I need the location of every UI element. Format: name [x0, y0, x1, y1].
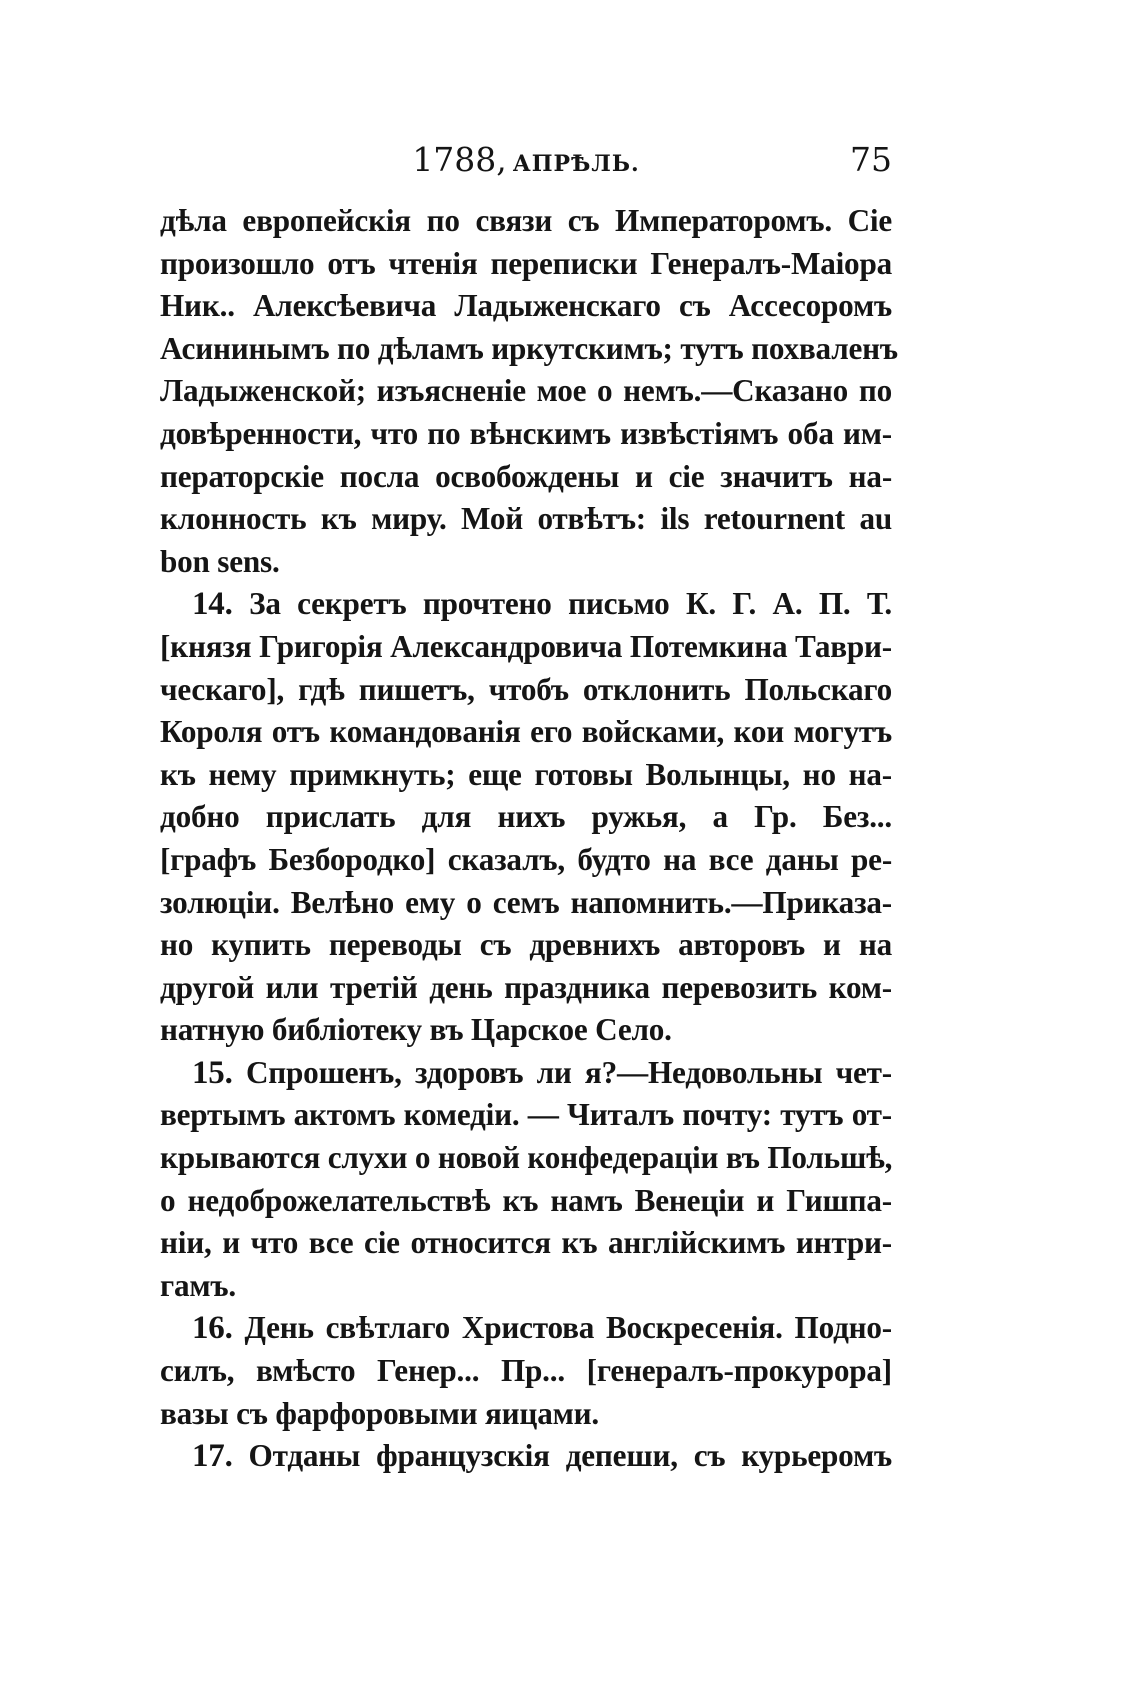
text-line [160, 669, 892, 712]
text-line [160, 1435, 892, 1478]
text-line [160, 1052, 892, 1095]
entry-date-number: 14. [192, 586, 233, 623]
text-line [160, 1350, 892, 1393]
line-text: силъ, вмѣсто Генер... Пр... [генералъ-прокурора] [160, 1353, 892, 1389]
book-page [160, 140, 898, 1478]
line-text: Спрошенъ, здоровъ ли я?—Недовольны чет- [245, 1054, 892, 1090]
text-line [160, 1307, 892, 1350]
text-line [160, 1094, 892, 1137]
text-line [160, 285, 892, 328]
line-text: но купить переводы съ древнихъ авторовъ и на [160, 927, 892, 963]
line-text: дѣла европейскія по связи съ Императоромъ. Сіе [160, 203, 892, 238]
line-text: натную библіотеку въ Царское Село. [160, 1012, 672, 1048]
body-text [160, 200, 898, 1478]
line-text: День свѣтлаго Христова Воскресенія. Подно- [244, 1310, 892, 1346]
line-text: bon sens. [160, 543, 280, 579]
text-line [160, 328, 898, 371]
text-line [160, 200, 892, 243]
line-text: ніи, и что все сіе относится къ англійскимъ интри- [160, 1225, 892, 1261]
line-text: вертымъ актомъ комедіи. — Читалъ почту: тутъ от- [160, 1097, 892, 1133]
text-line [160, 796, 892, 839]
line-text: крываются слухи о новой конфедераціи въ Польшѣ, [160, 1140, 893, 1176]
text-line [160, 1265, 892, 1308]
line-text: [графъ Безбородко] сказалъ, будто на все даны ре- [160, 841, 892, 877]
line-text: [князя Григорія Александровича Потемкина Таври- [160, 628, 892, 664]
line-text: За секретъ прочтено письмо К. Г. А. П. Т. [249, 586, 892, 622]
line-text: ператорскіе посла освобождены и сіе значитъ на- [160, 458, 892, 494]
text-line [160, 541, 892, 584]
text-line [160, 754, 892, 797]
line-text: вазы съ фарфоровыми яицами. [160, 1395, 600, 1431]
text-line [160, 370, 892, 413]
line-text: къ нему примкнуть; еще готовы Волынцы, но на- [160, 756, 892, 792]
text-line [160, 1222, 892, 1265]
text-line [160, 839, 892, 882]
line-text: добно прислать для нихъ ружья, а Гр. Без... [160, 799, 892, 835]
line-text: золюціи. Велѣно ему о семъ напомнить.—Приказа- [160, 884, 892, 920]
line-text: Ладыженской; изъясненіе мое о немъ.—Сказано по [160, 373, 892, 409]
text-line [160, 882, 892, 925]
page-number: 75 [850, 140, 892, 179]
text-line [160, 413, 892, 456]
line-text: произошло отъ чтенія переписки Генералъ-Маіора [160, 245, 892, 281]
line-text: клонность къ миру. Мой отвѣтъ: ils retournent au [160, 501, 892, 537]
text-line [160, 1180, 892, 1223]
running-header [160, 140, 892, 200]
text-line [160, 1137, 892, 1180]
text-line [160, 456, 892, 499]
text-line [160, 498, 892, 541]
text-line [160, 1009, 892, 1052]
header-title [160, 140, 892, 179]
line-text: Асининымъ по дѣламъ иркутскимъ; тутъ похваленъ [160, 330, 898, 366]
line-text: ческаго], гдѣ пишетъ, чтобъ отклонить Польскаго [160, 671, 892, 707]
text-line [160, 583, 892, 626]
text-line [160, 967, 892, 1010]
line-text: о недоброжелательствѣ къ намъ Венеціи и Гишпа- [160, 1182, 892, 1218]
entry-date-number: 17. [192, 1438, 233, 1475]
line-text: Отданы французскія депеши, съ курьеромъ [248, 1438, 892, 1474]
text-line [160, 711, 892, 754]
text-line [160, 626, 892, 669]
text-line [160, 243, 892, 286]
text-line [160, 1393, 892, 1436]
line-text: Ник.. Алексѣевича Ладыженскаго съ Ассесоромъ [160, 288, 892, 324]
entry-date-number: 15. [192, 1054, 233, 1091]
text-line [160, 924, 892, 967]
line-text: гамъ. [160, 1267, 236, 1303]
entry-date-number: 16. [192, 1310, 233, 1347]
header-year: 1788, [412, 140, 507, 179]
line-text: довѣренности, что по вѣнскимъ извѣстіямъ оба им- [160, 415, 892, 451]
line-text: Короля отъ командованія его войсками, кои могутъ [160, 714, 892, 750]
line-text: другой или третій день праздника перевозить ком- [160, 969, 892, 1005]
header-month: АПРѢЛЬ. [512, 151, 640, 177]
